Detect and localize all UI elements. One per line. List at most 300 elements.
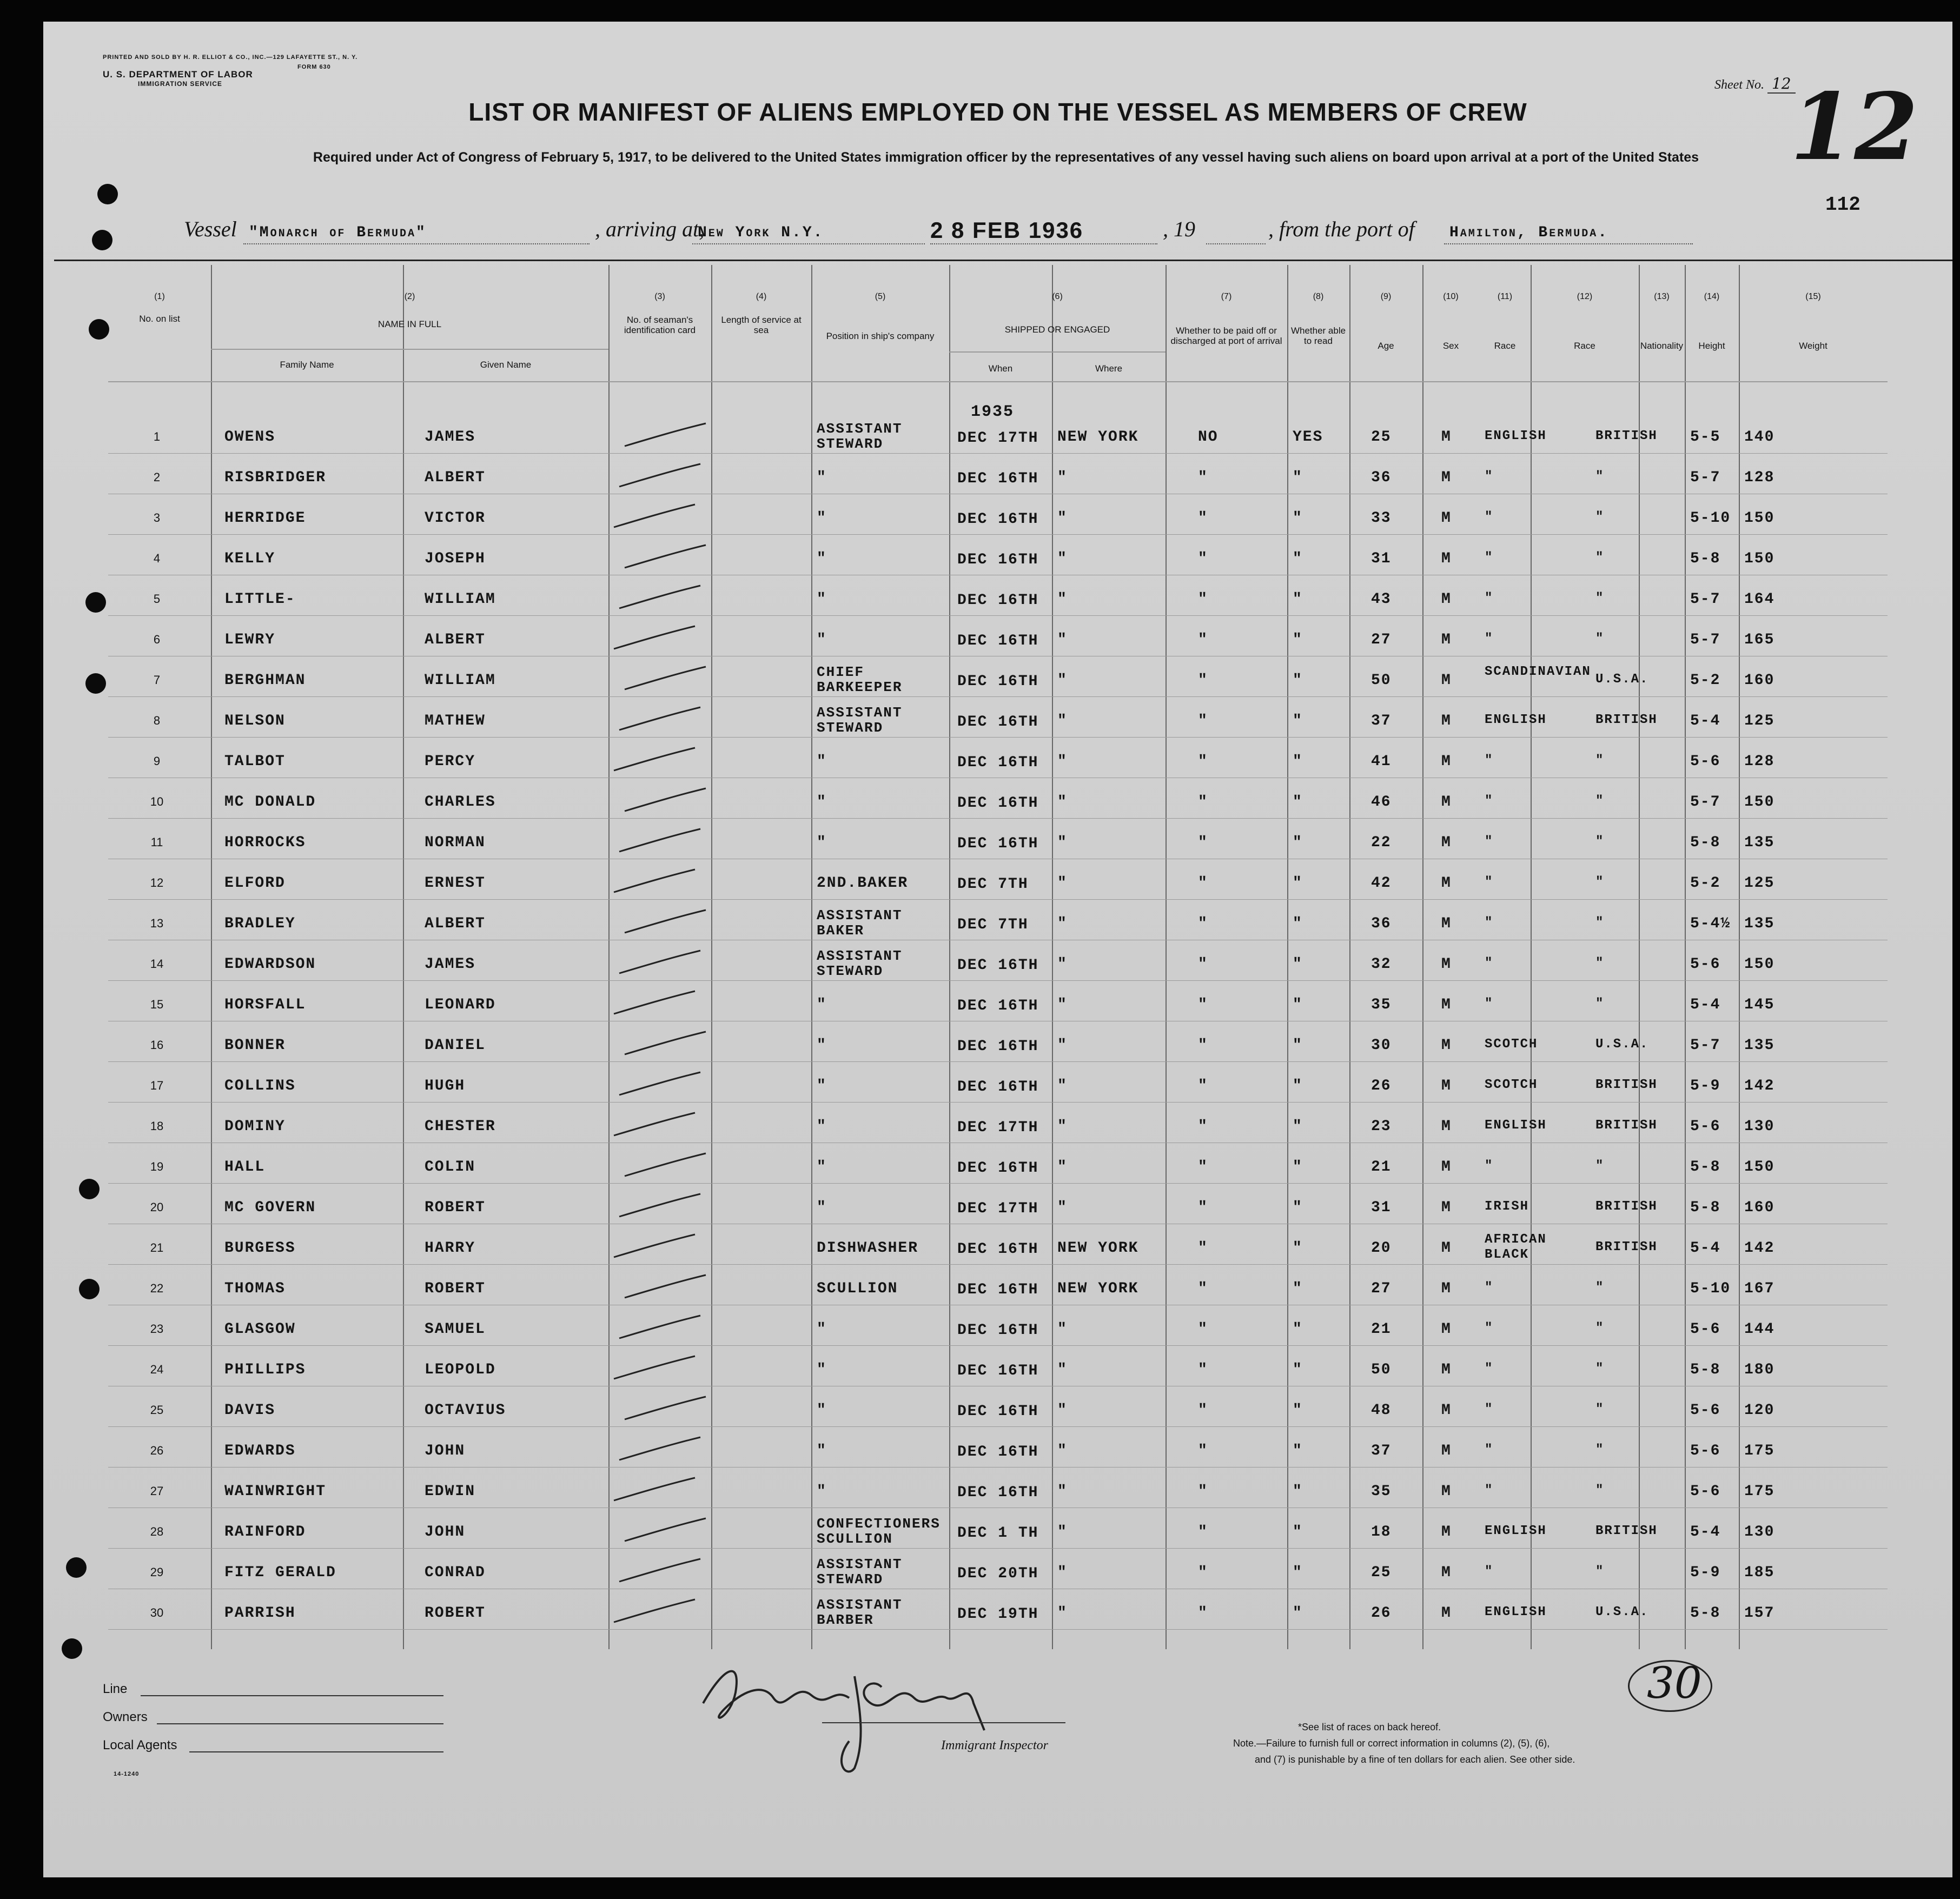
able-to-read: " — [1293, 713, 1303, 729]
id-card-tick — [619, 1271, 711, 1303]
height: 5-4 — [1690, 1240, 1721, 1257]
race: " — [1485, 1483, 1494, 1498]
able-to-read: " — [1293, 1362, 1303, 1378]
weight: 135 — [1744, 834, 1775, 851]
col-race: Race — [1574, 341, 1595, 351]
height: 5-8 — [1690, 550, 1721, 567]
from-port-label: , from the port of — [1268, 217, 1415, 241]
sheet-number-label: Sheet No. 12 — [1714, 75, 1796, 92]
weight: 145 — [1744, 997, 1775, 1013]
column-number: (15) — [1805, 292, 1821, 301]
given-name: WILLIAM — [425, 591, 496, 608]
shipped-when: DEC 19TH — [957, 1606, 1039, 1623]
race: " — [1485, 632, 1494, 646]
weight: 150 — [1744, 550, 1775, 567]
nationality: U.S.A. — [1595, 1037, 1649, 1052]
nationality: " — [1595, 510, 1605, 524]
able-to-read: " — [1293, 510, 1303, 527]
race: " — [1485, 997, 1494, 1011]
weight: 150 — [1744, 794, 1775, 811]
shipped-when: DEC 16TH — [957, 1282, 1039, 1298]
age: 50 — [1371, 1362, 1392, 1378]
age: 32 — [1371, 956, 1392, 973]
height: 5-6 — [1690, 753, 1721, 770]
given-name: OCTAVIUS — [425, 1402, 506, 1419]
shipped-when: DEC 16TH — [957, 1241, 1039, 1258]
weight: 128 — [1744, 469, 1775, 486]
family-name: FITZ GERALD — [224, 1564, 336, 1581]
weight: 135 — [1744, 1037, 1775, 1054]
weight: 157 — [1744, 1605, 1775, 1622]
col-where: Where — [1095, 363, 1123, 374]
height: 5-9 — [1690, 1078, 1721, 1094]
table-rule — [108, 1183, 1888, 1184]
row-number: 12 — [150, 876, 164, 889]
weight: 120 — [1744, 1402, 1775, 1419]
family-name: RAINFORD — [224, 1524, 306, 1541]
id-card-tick — [608, 1108, 700, 1141]
nationality: " — [1595, 1564, 1605, 1579]
row-number: 30 — [150, 1606, 164, 1619]
punch-hole — [85, 673, 106, 694]
nationality: " — [1595, 591, 1605, 606]
race: " — [1485, 915, 1494, 930]
given-name: ALBERT — [425, 915, 486, 932]
nationality: " — [1595, 1362, 1605, 1376]
sex: M — [1441, 550, 1452, 567]
able-to-read: " — [1293, 753, 1303, 770]
sex: M — [1441, 1118, 1452, 1135]
height: 5-4 — [1690, 997, 1721, 1013]
race: SCOTCH — [1485, 1078, 1538, 1092]
shipped-where: " — [1057, 794, 1068, 811]
given-name: SAMUEL — [425, 1321, 486, 1338]
column-divider — [1166, 265, 1167, 1649]
able-to-read: " — [1293, 1199, 1303, 1216]
id-card-tick — [608, 1352, 700, 1384]
shipped-when: DEC 17TH — [957, 430, 1039, 447]
nationality: " — [1595, 875, 1605, 889]
vessel-name: "Monarch of Bermuda" — [249, 224, 427, 241]
able-to-read: " — [1293, 550, 1303, 567]
column-divider — [403, 265, 404, 1649]
family-name: DAVIS — [224, 1402, 276, 1419]
weight: 142 — [1744, 1240, 1775, 1257]
id-card-tick — [619, 1027, 711, 1060]
shipped-when: DEC 16TH — [957, 957, 1039, 974]
paid-off: " — [1198, 469, 1208, 486]
position: " — [817, 1199, 827, 1216]
shipped-when: DEC 20TH — [957, 1565, 1039, 1582]
age: 27 — [1371, 632, 1392, 648]
given-name: DANIEL — [425, 1037, 486, 1054]
height: 5-6 — [1690, 1118, 1721, 1135]
column-number: (6) — [1052, 292, 1063, 301]
paid-off: " — [1198, 1362, 1208, 1378]
sex: M — [1441, 1159, 1452, 1176]
row-number: 2 — [153, 470, 161, 484]
row-number: 5 — [153, 592, 161, 606]
column-divider — [949, 265, 950, 1649]
position: " — [817, 1443, 827, 1459]
table-rule — [108, 1102, 1888, 1103]
nationality: " — [1595, 1321, 1605, 1336]
given-name: CHESTER — [425, 1118, 496, 1135]
id-card-tick — [614, 1311, 706, 1344]
family-name: OWENS — [224, 429, 276, 446]
paid-off: " — [1198, 1321, 1208, 1338]
shipped-where: " — [1057, 1402, 1068, 1419]
sex: M — [1441, 1240, 1452, 1257]
shipped-when: DEC 16TH — [957, 1038, 1039, 1055]
punch-hole — [79, 1179, 100, 1199]
able-to-read: " — [1293, 1483, 1303, 1500]
nationality: " — [1595, 550, 1605, 565]
shipped-when: DEC 16TH — [957, 633, 1039, 649]
able-to-read: " — [1293, 997, 1303, 1013]
paid-off: " — [1198, 1402, 1208, 1419]
col-name-in-full: NAME IN FULL — [378, 319, 442, 329]
family-name: TALBOT — [224, 753, 286, 770]
column-number: (4) — [756, 292, 767, 301]
age: 31 — [1371, 1199, 1392, 1216]
row-number: 20 — [150, 1200, 164, 1214]
sex: M — [1441, 1443, 1452, 1459]
col-height: Height — [1698, 341, 1725, 351]
col-shipped-engaged: SHIPPED OR ENGAGED — [1004, 324, 1110, 335]
year-label: , 19 — [1163, 217, 1195, 241]
height: 5-6 — [1690, 1483, 1721, 1500]
handwritten-page-mark: 12 — [1790, 73, 1918, 181]
able-to-read: " — [1293, 1037, 1303, 1054]
race: ENGLISH — [1485, 1524, 1547, 1538]
shipped-where: " — [1057, 713, 1068, 729]
table-rule — [211, 349, 608, 350]
race: " — [1485, 834, 1494, 849]
given-name: ROBERT — [425, 1280, 486, 1297]
family-name: HORSFALL — [224, 997, 306, 1013]
family-name: HERRIDGE — [224, 510, 306, 527]
shipped-when: DEC 7TH — [957, 876, 1029, 893]
local-agents-label: Local Agents — [103, 1738, 177, 1752]
position: " — [817, 1159, 827, 1176]
weight: 160 — [1744, 672, 1775, 689]
printer-line: PRINTED AND SOLD BY H. R. ELLIOT & CO., INC.—129 LAFAYETTE ST., N. Y. — [103, 54, 358, 61]
shipped-where: " — [1057, 1078, 1068, 1094]
col-able-read: Whether able to read — [1290, 326, 1346, 346]
table-rule — [108, 1467, 1888, 1468]
given-name: CONRAD — [425, 1564, 486, 1581]
paid-off: " — [1198, 1280, 1208, 1297]
sex: M — [1441, 1362, 1452, 1378]
age: 36 — [1371, 469, 1392, 486]
sex: M — [1441, 834, 1452, 851]
weight: 125 — [1744, 713, 1775, 729]
race: " — [1485, 1280, 1494, 1295]
age: 31 — [1371, 550, 1392, 567]
age: 37 — [1371, 713, 1392, 729]
shipped-when: DEC 16TH — [957, 1079, 1039, 1095]
sex: M — [1441, 1037, 1452, 1054]
paid-off: " — [1198, 753, 1208, 770]
race: " — [1485, 1321, 1494, 1336]
position: ASSISTANT STEWARD — [817, 421, 903, 452]
paid-off: " — [1198, 1078, 1208, 1094]
punch-hole — [89, 319, 109, 340]
table-rule — [108, 1345, 1888, 1346]
given-name: JOHN — [425, 1524, 466, 1541]
position: ASSISTANT STEWARD — [817, 948, 903, 979]
inspector-role-label: Immigrant Inspector — [941, 1738, 1048, 1752]
sex: M — [1441, 713, 1452, 729]
position: " — [817, 632, 827, 648]
shipped-where: NEW YORK — [1057, 1280, 1139, 1297]
weight: 160 — [1744, 1199, 1775, 1216]
column-divider — [1685, 265, 1686, 1649]
height: 5-9 — [1690, 1564, 1721, 1581]
shipped-where: " — [1057, 834, 1068, 851]
column-divider — [1052, 265, 1053, 1649]
shipped-where: " — [1057, 1564, 1068, 1581]
shipped-when: DEC 16TH — [957, 1484, 1039, 1501]
position: " — [817, 510, 827, 527]
family-name: NELSON — [224, 713, 286, 729]
height: 5-8 — [1690, 1159, 1721, 1176]
family-name: ELFORD — [224, 875, 286, 892]
row-number: 17 — [150, 1079, 164, 1092]
nationality: BRITISH — [1595, 713, 1658, 727]
table-rule — [108, 1426, 1888, 1427]
able-to-read: " — [1293, 915, 1303, 932]
col-nationality: Nationality — [1640, 341, 1684, 351]
shipped-when: DEC 16TH — [957, 754, 1039, 771]
nationality: " — [1595, 469, 1605, 484]
shipped-when: DEC 16TH — [957, 1322, 1039, 1339]
height: 5-10 — [1690, 1280, 1731, 1297]
height: 5-7 — [1690, 469, 1721, 486]
vessel-label: Vessel — [184, 217, 237, 241]
position: " — [817, 1483, 827, 1500]
id-card-tick — [614, 581, 706, 614]
paid-off: " — [1198, 1443, 1208, 1459]
column-number: (13) — [1654, 292, 1670, 301]
punch-hole — [62, 1638, 82, 1659]
race: " — [1485, 469, 1494, 484]
row-number: 27 — [150, 1484, 164, 1498]
paid-off: " — [1198, 1199, 1208, 1216]
given-name: JOSEPH — [425, 550, 486, 567]
nationality: " — [1595, 997, 1605, 1011]
nationality: " — [1595, 834, 1605, 849]
arriving-label: , arriving at, — [595, 217, 705, 241]
able-to-read: " — [1293, 1321, 1303, 1338]
able-to-read: " — [1293, 591, 1303, 608]
id-card-tick — [608, 1230, 700, 1263]
age: 27 — [1371, 1280, 1392, 1297]
form-number: FORM 630 — [297, 64, 331, 70]
column-divider — [1739, 265, 1740, 1649]
height: 5-6 — [1690, 1402, 1721, 1419]
paid-off: NO — [1198, 429, 1219, 446]
given-name: HARRY — [425, 1240, 476, 1257]
able-to-read: " — [1293, 1118, 1303, 1135]
shipped-where: " — [1057, 632, 1068, 648]
family-name: GLASGOW — [224, 1321, 296, 1338]
sex: M — [1441, 1280, 1452, 1297]
column-divider — [811, 265, 812, 1649]
paid-off: " — [1198, 834, 1208, 851]
given-name: ROBERT — [425, 1605, 486, 1622]
page-subtitle: Required under Act of Congress of February 5, 1917, to be delivered to the United States immigration officer by the representatives of any vessel having such aliens on board upon arrival at a port of the United States — [313, 150, 1699, 165]
able-to-read: " — [1293, 672, 1303, 689]
family-name: RISBRIDGER — [224, 469, 327, 486]
able-to-read: " — [1293, 875, 1303, 892]
shipped-where: " — [1057, 997, 1068, 1013]
column-number: (1) — [154, 292, 165, 301]
paid-off: " — [1198, 1564, 1208, 1581]
punch-hole — [79, 1279, 100, 1299]
weight: 175 — [1744, 1483, 1775, 1500]
family-name: COLLINS — [224, 1078, 296, 1094]
shipped-year: 1935 — [971, 403, 1015, 421]
id-card-tick — [619, 784, 711, 816]
column-divider — [1639, 265, 1640, 1649]
shipped-where: " — [1057, 1199, 1068, 1216]
race: " — [1485, 956, 1494, 971]
given-name: LEONARD — [425, 997, 496, 1013]
race-note: *See list of races on back hereof. — [1298, 1722, 1441, 1732]
shipped-when: DEC 16TH — [957, 470, 1039, 487]
weight: 142 — [1744, 1078, 1775, 1094]
height: 5-7 — [1690, 1037, 1721, 1054]
shipped-when: DEC 1 TH — [957, 1525, 1039, 1542]
race: SCOTCH — [1485, 1037, 1538, 1052]
column-number: (7) — [1221, 292, 1232, 301]
height: 5-4 — [1690, 713, 1721, 729]
paid-off: " — [1198, 956, 1208, 973]
weight: 125 — [1744, 875, 1775, 892]
shipped-when: DEC 16TH — [957, 592, 1039, 609]
age: 21 — [1371, 1159, 1392, 1176]
id-card-tick — [608, 987, 700, 1019]
column-number: (8) — [1313, 292, 1324, 301]
table-rule — [108, 737, 1888, 738]
id-card-tick — [614, 946, 706, 979]
total-count-circled: 30 — [1647, 1658, 1702, 1708]
age: 50 — [1371, 672, 1392, 689]
height: 5-7 — [1690, 632, 1721, 648]
paid-off: " — [1198, 591, 1208, 608]
race: ENGLISH — [1485, 1605, 1547, 1619]
given-name: ERNEST — [425, 875, 486, 892]
able-to-read: " — [1293, 1564, 1303, 1581]
given-name: NORMAN — [425, 834, 486, 851]
family-name: KELLY — [224, 550, 276, 567]
paid-off: " — [1198, 672, 1208, 689]
row-number: 10 — [150, 795, 164, 808]
given-name: VICTOR — [425, 510, 486, 527]
position: " — [817, 1118, 827, 1135]
column-number: (9) — [1380, 292, 1392, 301]
family-name: BRADLEY — [224, 915, 296, 932]
row-number: 19 — [150, 1160, 164, 1173]
shipped-when: DEC 16TH — [957, 1160, 1039, 1177]
race: " — [1485, 510, 1494, 524]
position: CHIEF BARKEEPER — [817, 664, 903, 695]
paid-off: " — [1198, 1240, 1208, 1257]
paid-off: " — [1198, 1037, 1208, 1054]
row-number: 6 — [153, 633, 161, 646]
shipped-when: DEC 16TH — [957, 1444, 1039, 1460]
able-to-read: " — [1293, 956, 1303, 973]
weight: 135 — [1744, 915, 1775, 932]
sex: M — [1441, 510, 1452, 527]
table-rule — [108, 980, 1888, 981]
height: 5-6 — [1690, 1321, 1721, 1338]
row-number: 14 — [150, 957, 164, 971]
age: 46 — [1371, 794, 1392, 811]
punch-hole — [66, 1557, 87, 1578]
weight: 164 — [1744, 591, 1775, 608]
from-port: Hamilton, Bermuda. — [1449, 224, 1609, 241]
able-to-read: " — [1293, 469, 1303, 486]
row-number: 24 — [150, 1363, 164, 1376]
row-number: 8 — [153, 714, 161, 727]
column-divider — [1422, 265, 1423, 1649]
given-name: JAMES — [425, 429, 476, 446]
arriving-port: New York N.Y. — [698, 224, 824, 241]
race: " — [1485, 875, 1494, 889]
given-name: JOHN — [425, 1443, 466, 1459]
id-card-tick — [614, 825, 706, 857]
table-rule — [108, 615, 1888, 616]
paid-off: " — [1198, 915, 1208, 932]
paid-off: " — [1198, 875, 1208, 892]
nationality: " — [1595, 915, 1605, 930]
family-name: EDWARDS — [224, 1443, 296, 1459]
height: 5-2 — [1690, 672, 1721, 689]
id-card-tick — [614, 1068, 706, 1100]
sex: M — [1441, 1199, 1452, 1216]
race: IRISH — [1485, 1199, 1529, 1214]
column-divider — [1349, 265, 1350, 1649]
weight: 165 — [1744, 632, 1775, 648]
shipped-where: " — [1057, 915, 1068, 932]
column-divider — [211, 265, 212, 1649]
header-rule — [54, 260, 1952, 261]
weight: 180 — [1744, 1362, 1775, 1378]
given-name: MATHEW — [425, 713, 486, 729]
height: 5-2 — [1690, 875, 1721, 892]
row-number: 13 — [150, 917, 164, 930]
shipped-when: DEC 17TH — [957, 1200, 1039, 1217]
col-id-card: No. of seaman's identification card — [624, 315, 696, 335]
shipped-where: NEW YORK — [1057, 429, 1139, 446]
sex: M — [1441, 1321, 1452, 1338]
shipped-when: DEC 16TH — [957, 714, 1039, 731]
race: " — [1485, 1362, 1494, 1376]
family-name: WAINWRIGHT — [224, 1483, 327, 1500]
department-name: U. S. DEPARTMENT OF LABOR — [103, 69, 253, 79]
nationality: " — [1595, 1159, 1605, 1173]
given-name: LEOPOLD — [425, 1362, 496, 1378]
shipped-where: " — [1057, 956, 1068, 973]
able-to-read: " — [1293, 1159, 1303, 1176]
id-card-tick — [608, 622, 700, 654]
sex: M — [1441, 1605, 1452, 1622]
weight: 144 — [1744, 1321, 1775, 1338]
shipped-where: " — [1057, 510, 1068, 527]
